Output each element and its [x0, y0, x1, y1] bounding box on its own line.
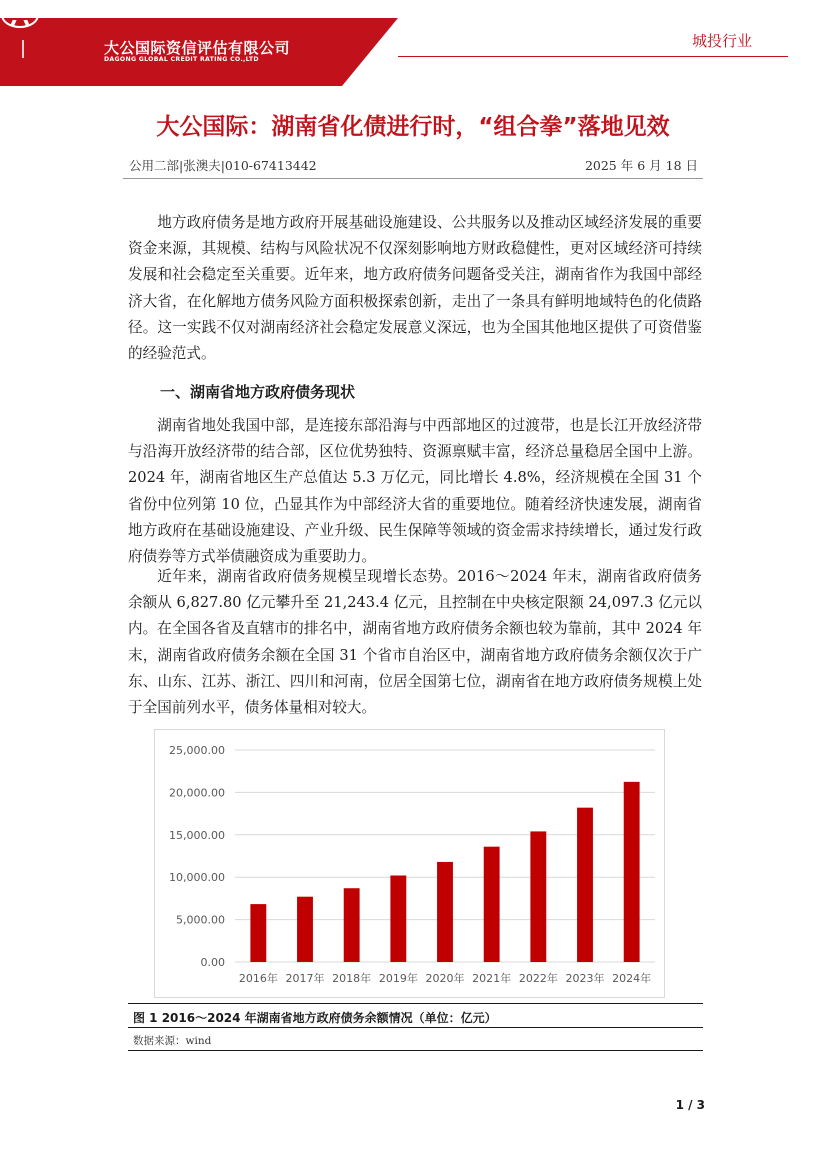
- author-line: 公用二部|张澳夫|010-67413442: [129, 158, 317, 173]
- x-tick-label: 2019年: [378, 972, 418, 985]
- bar: [530, 831, 546, 962]
- page-number: 1 / 3: [675, 1098, 705, 1112]
- figure-rule-middle: [128, 1027, 703, 1028]
- header-band: [0, 0, 826, 86]
- chart-canvas: [155, 730, 664, 997]
- y-tick-label: 0.00: [200, 956, 225, 969]
- intro-paragraph: 地方政府债务是地方政府开展基础设施建设、公共服务以及推动区域经济发展的重要资金来源，其规模、结构与风险状况不仅深刻影响地方财政稳健性，更对区域经济可持续发展和社会稳定至关重要。近年来，地方政府债务问题备受关注，湖南省作为我国中部经济大省，在化解地方债务风险方面积极探索创新，走出了一条具有鲜明地域特色的化债路径。这一实践不仅对湖南经济社会稳定发展意义深远，也为全国其他地区提供了可资借鉴的经验范式。: [128, 214, 702, 363]
- debt-paragraph: 近年来，湖南省政府债务规模呈现增长态势。2016～2024 年末，湖南省政府债务余额从 6,827.80 亿元攀升至 21,243.4 亿元，且控制在中央核定限额 24,097.3 亿元以内。在全国各省及直辖市的排名中，湖南省地方政府债务余额也较为靠前，其中 2024 年末，湖南省政府债务余额在全国 31 个省市自治区中，湖南省地方政府债务余额仅次于广东、山东、江苏、浙江、四川和河南，位居全国第七位，湖南省在地方政府债务规模上处于全国前列水平，债务体量相对较大。: [128, 568, 702, 717]
- economy-paragraph: 湖南省地处我国中部，是连接东部沿海与中西部地区的过渡带，也是长江开放经济带与沿海开放经济带的结合部，区位优势独特、资源禀赋丰富，经济总量稳居全国中上游。2024 年，湖南省地区生产总值达 5.3 万亿元，同比增长 4.8%，经济规模在全国 31 个省份中位列第 10 位，凸显其作为中部经济大省的重要地位。随着经济快速发展，湖南省地方政府在基础设施建设、产业升级、民生保障等领域的资金需求持续增长，通过发行政府债券等方式举债融资成为重要助力。: [128, 417, 702, 566]
- x-tick-label: 2016年: [238, 972, 278, 985]
- y-tick-label: 20,000.00: [169, 786, 225, 800]
- bar: [250, 904, 266, 962]
- x-tick-label: 2020年: [425, 972, 465, 985]
- figure-rule-bottom: [128, 1050, 703, 1051]
- company-name-en: DAGONG GLOBAL CREDIT RATING CO.,LTD: [104, 56, 259, 63]
- x-tick-label: 2017年: [285, 972, 325, 985]
- report-date: 2025 年 6 月 18 日: [584, 158, 698, 173]
- x-tick-label: 2022年: [518, 972, 558, 985]
- bar: [577, 808, 593, 962]
- bar: [484, 847, 500, 962]
- header-divider: [398, 56, 788, 57]
- bar: [437, 862, 453, 962]
- bar: [344, 888, 360, 962]
- y-tick-label: 10,000.00: [169, 871, 225, 885]
- bar: [297, 897, 313, 962]
- y-tick-label: 5,000.00: [176, 913, 225, 927]
- x-tick-label: 2024年: [612, 972, 652, 985]
- figure-rule-top: [128, 1003, 703, 1004]
- x-tick-label: 2023年: [565, 972, 605, 985]
- debt-balance-chart: [154, 729, 665, 998]
- figure-source: 数据来源：wind: [133, 1035, 212, 1047]
- x-tick-label: 2021年: [472, 972, 512, 985]
- bar: [390, 876, 406, 962]
- figure-caption: 图 1 2016～2024 年湖南省地方政府债务余额情况（单位：亿元）: [133, 1011, 497, 1025]
- y-tick-label: 25,000.00: [169, 744, 225, 757]
- section-heading: 一、湖南省地方政府债务现状: [160, 383, 356, 401]
- company-name-cn: 大公国际资信评估有限公司: [104, 39, 291, 57]
- bar: [624, 782, 640, 962]
- x-tick-label: 2018年: [332, 972, 372, 985]
- document-title: 大公国际：湖南省化债进行时，“组合拳”落地见效: [156, 114, 670, 140]
- meta-divider: [123, 178, 703, 179]
- section-tag: 城投行业: [691, 32, 752, 50]
- y-tick-label: 15,000.00: [169, 828, 225, 842]
- dagong-logo-icon: [0, 0, 40, 30]
